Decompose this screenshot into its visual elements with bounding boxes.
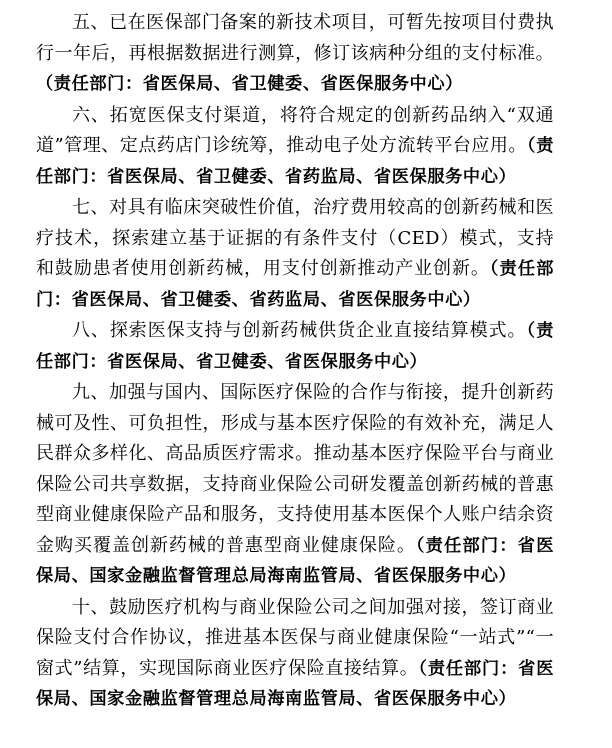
responsibility-note: （责任部门：省医保局、省卫健委、省医保服务中心） bbox=[36, 321, 554, 372]
paragraph-body: 六、拓宽医保支付渠道，将符合规定的创新药品纳入“双通道”管理、定点药店门诊统筹，推动电子处方流转平台应用。 bbox=[36, 104, 554, 156]
paragraph-body: 七、对具有临床突破性价值，治疗费用较高的创新药械和医疗技术，探索建立基于证据的有条件支付（CED）模式，支持和鼓励患者使用创新药械，用支付创新推动产业创新。 bbox=[36, 197, 554, 279]
paragraph-item-9 bbox=[36, 378, 554, 592]
responsibility-note: （责任部门：省医保局、国家金融监督管理总局海南监管局、省医保服务中心） bbox=[36, 658, 554, 709]
paragraph-body: 十、鼓励医疗机构与商业保险公司之间加强对接，签订商业保险支付合作协议，推进基本医保与商业健康保险“一站式”“一窗式”结算，实现国际商业医疗保险直接结算。 bbox=[36, 596, 554, 679]
responsibility-note: （责任部门：省医保局、省卫健委、省医保服务中心） bbox=[36, 74, 463, 94]
paragraph-body: 八、探索医保支持与创新药械供货企业直接结算模式。 bbox=[72, 320, 527, 341]
paragraph-body: 五、已在医保部门备案的新技术项目，可暂先按项目付费执行一年后，再根据数据进行测算，修订该病种分组的支付标准。 bbox=[36, 12, 554, 64]
paragraph-item-10 bbox=[36, 593, 554, 715]
paragraph-item-5 bbox=[36, 8, 554, 100]
responsibility-note: （责任部门：省医保局、省卫健委、省药监局、省医保服务中心） bbox=[36, 259, 554, 310]
responsibility-note: （责任部门：省医保局、省卫健委、省药监局、省医保服务中心） bbox=[36, 136, 554, 187]
responsibility-note: （责任部门：省医保局、国家金融监督管理总局海南监管局、省医保服务中心） bbox=[36, 535, 554, 586]
paragraph-body: 九、加强与国内、国际医疗保险的合作与衔接，提升创新药械可及性、可负担性，形成与基本医疗保险的有效补充，满足人民群众多样化、高品质医疗需求。推动基本医疗保险平台与商业保险公司共享数据，支持商业保险公司研发覆盖创新药械的普惠型商业健康保险产品和服务，支持使用基本医保个人账户结余资金购买覆盖创新药械的普惠型商业健康保险。 bbox=[36, 382, 554, 556]
paragraph-item-8 bbox=[36, 316, 554, 377]
paragraph-item-6 bbox=[36, 101, 554, 193]
paragraph-item-7 bbox=[36, 193, 554, 315]
